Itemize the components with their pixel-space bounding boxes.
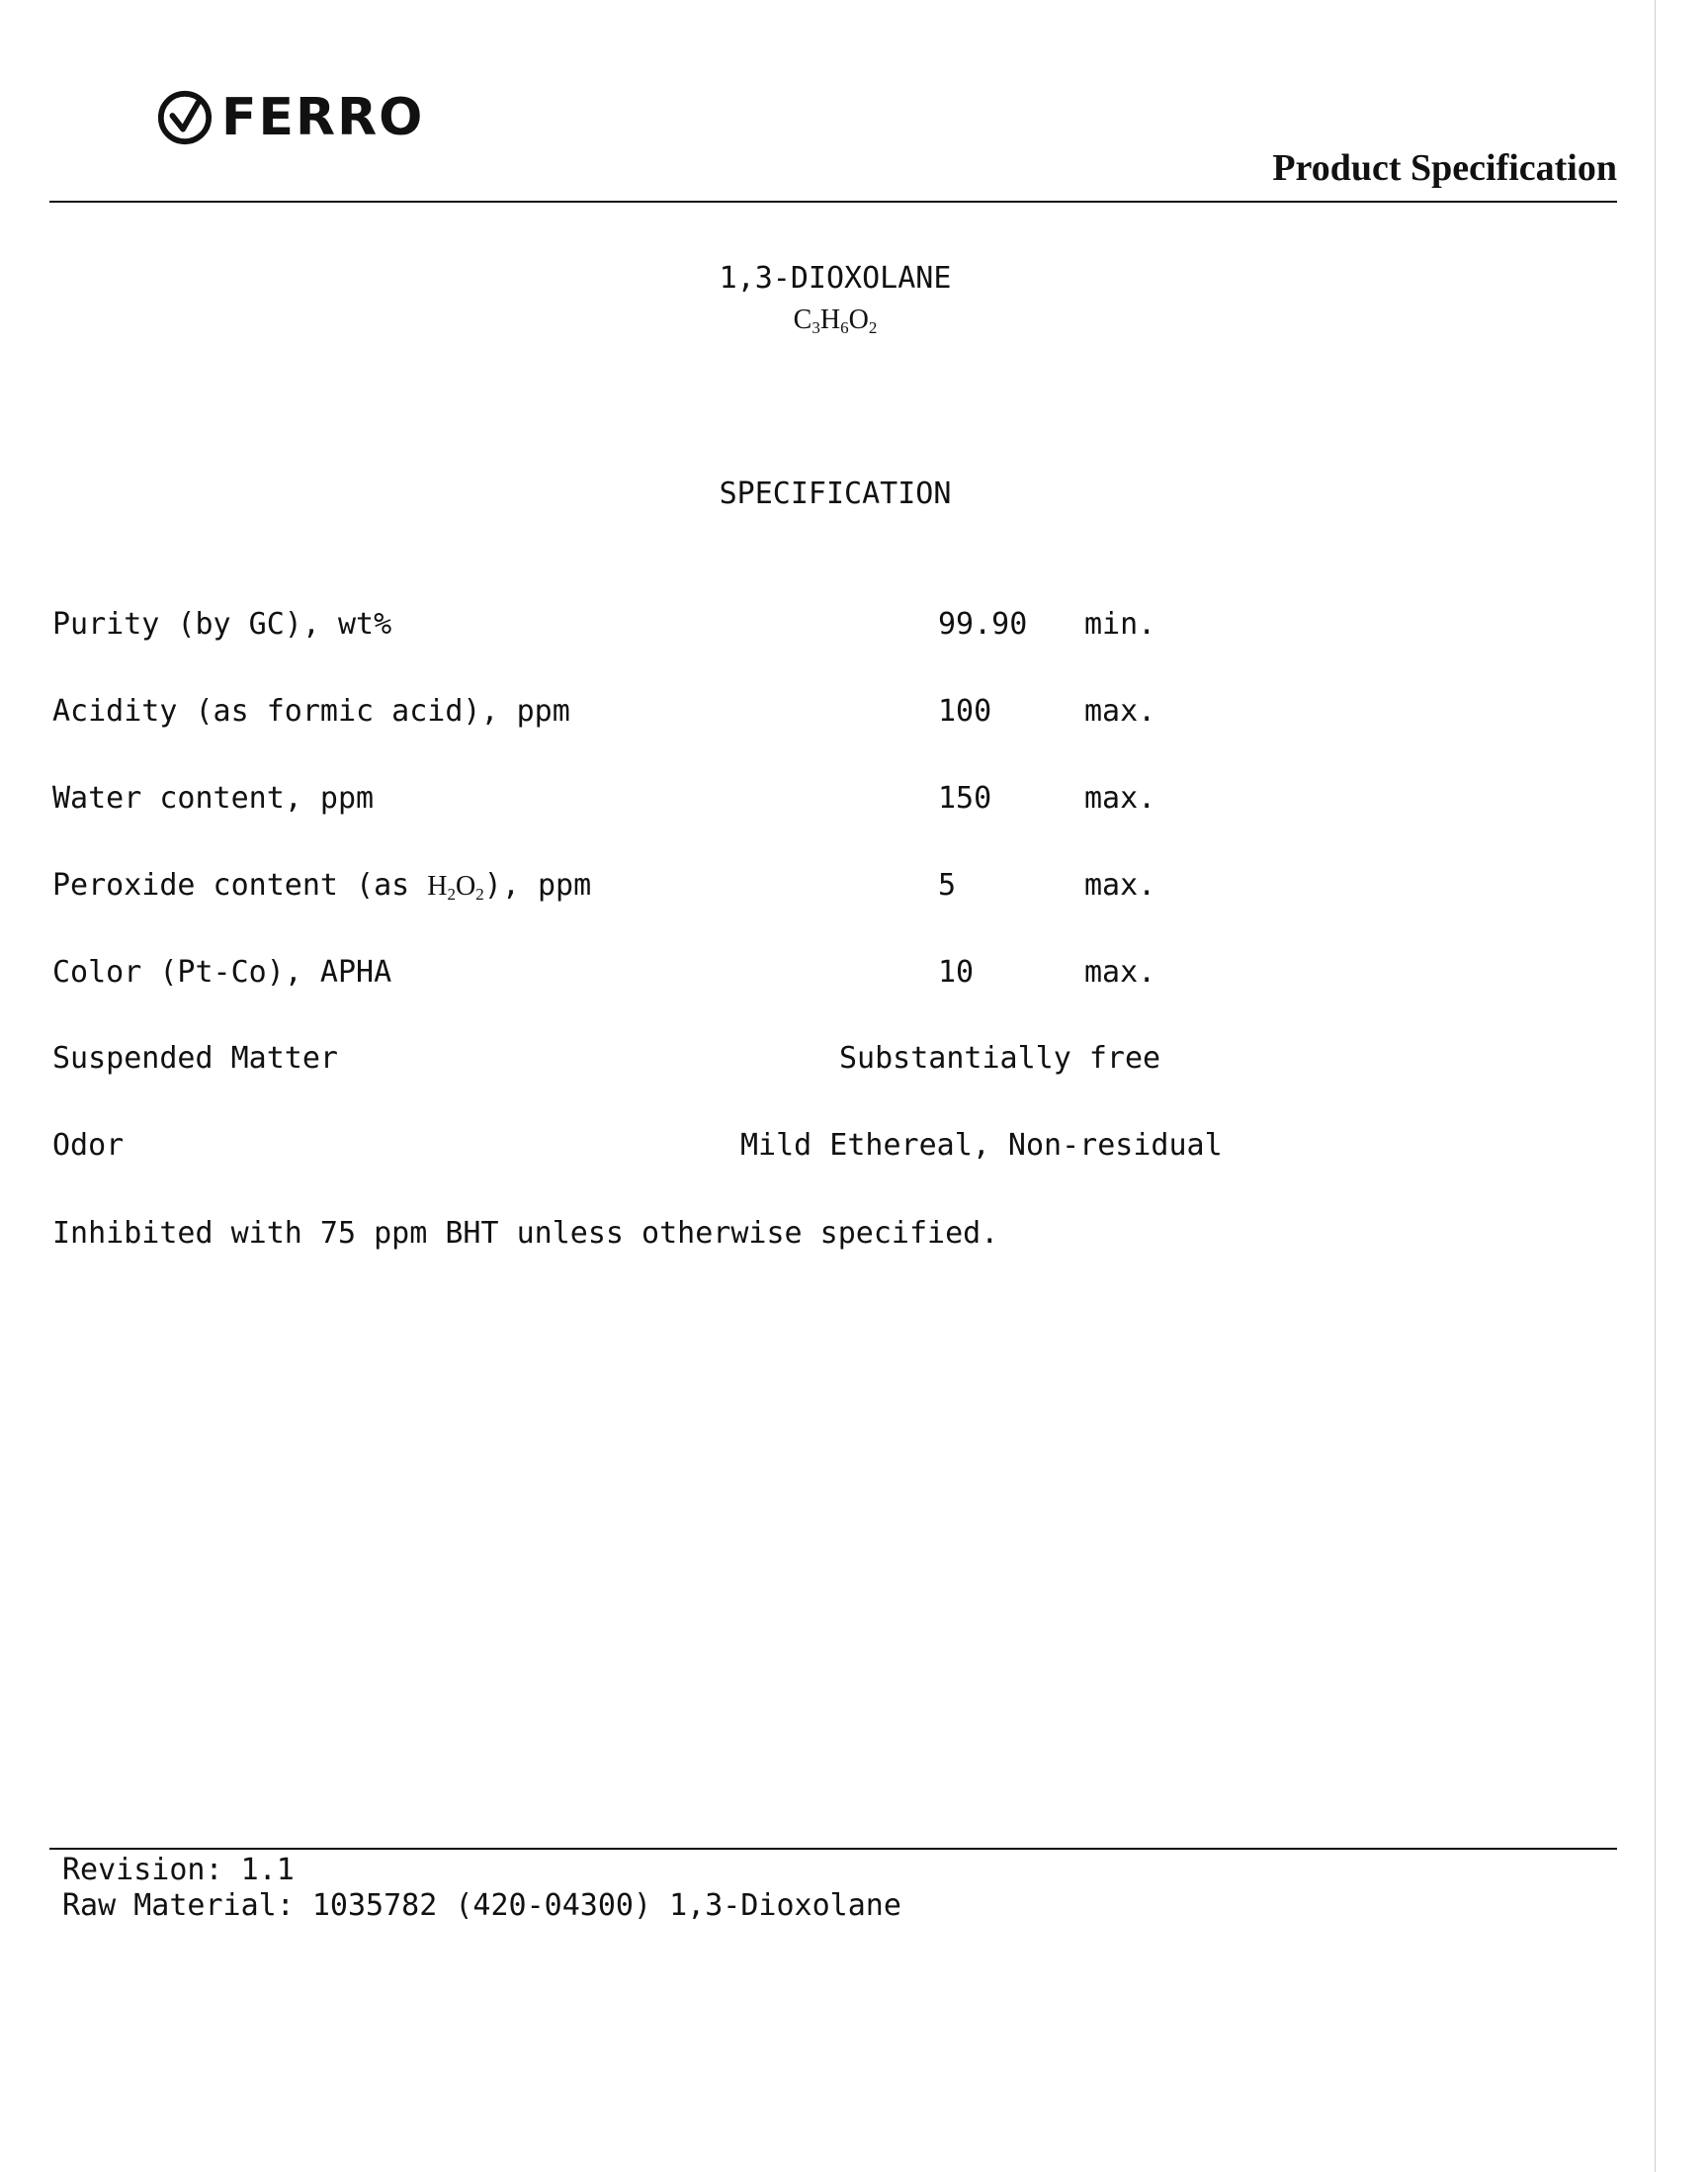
spec-row xyxy=(52,955,1337,995)
section-title: SPECIFICATION xyxy=(719,477,952,511)
spec-limit: min. xyxy=(1084,607,1156,642)
spec-value: 10 xyxy=(938,955,975,990)
spec-row xyxy=(52,781,1337,821)
company-logo xyxy=(156,89,424,146)
revision-label: Revision: 1.1 xyxy=(62,1853,295,1887)
document-type-title: Product Specification xyxy=(1272,147,1617,189)
spec-parameter: Suspended Matter xyxy=(52,1041,338,1076)
spec-limit: max. xyxy=(1084,955,1156,990)
spec-limit: max. xyxy=(1084,694,1156,729)
raw-material-label: Raw Material: 1035782 (420-04300) 1,3-Dioxolane xyxy=(62,1888,901,1923)
spec-row xyxy=(52,1128,1337,1168)
spec-row xyxy=(52,868,1337,908)
spec-parameter: Purity (by GC), wt% xyxy=(52,607,392,642)
check-circle-icon xyxy=(156,89,214,146)
spec-parameter: Acidity (as formic acid), ppm xyxy=(52,694,570,729)
spec-value: Mild Ethereal, Non-residual xyxy=(740,1128,1223,1163)
header-divider xyxy=(49,201,1617,203)
spec-value: 99.90 xyxy=(938,607,1028,642)
product-name: 1,3-DIOXOLANE xyxy=(719,261,952,296)
spec-parameter: Water content, ppm xyxy=(52,781,375,816)
spec-limit: max. xyxy=(1084,781,1156,816)
scan-edge xyxy=(1655,0,1656,2172)
spec-value: 5 xyxy=(938,868,957,903)
spec-parameter: Color (Pt-Co), APHA xyxy=(52,955,392,990)
brand-name: FERRO xyxy=(221,88,425,147)
spec-parameter: Peroxide content (as $H_2O_2$), ppm xyxy=(52,868,592,904)
inhibitor-note: Inhibited with 75 ppm BHT unless otherwise specified. xyxy=(52,1216,999,1251)
spec-value: 150 xyxy=(938,781,992,816)
spec-value: 100 xyxy=(938,694,992,729)
spec-row xyxy=(52,607,1337,647)
spec-row xyxy=(52,1041,1337,1081)
spec-row xyxy=(52,694,1337,734)
spec-value: Substantially free xyxy=(839,1041,1161,1076)
footer-divider xyxy=(49,1848,1617,1850)
product-formula: $C_3H_6O_2$ xyxy=(793,304,878,337)
spec-limit: max. xyxy=(1084,868,1156,903)
spec-parameter: Odor xyxy=(52,1128,125,1163)
